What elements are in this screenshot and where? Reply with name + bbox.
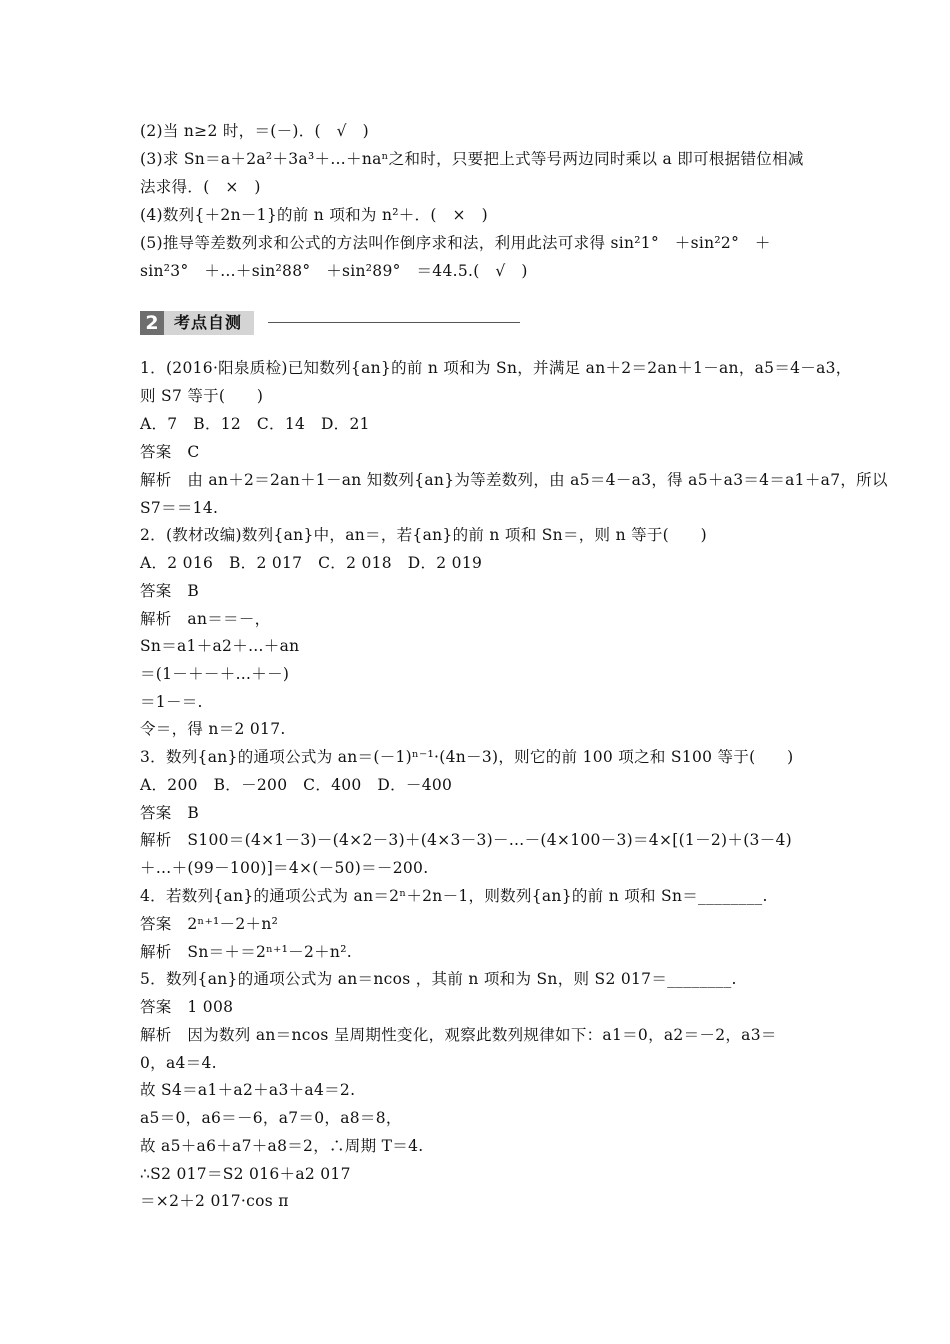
q3-stem: 3．数列{an}的通项公式为 an＝(－1)ⁿ⁻¹·(4n－3)，则它的前 100 项之和 S100 等于( ) <box>140 748 794 766</box>
q2-analysis-line-5: 令＝，得 n＝2 017. <box>140 720 286 738</box>
q3-answer: 答案 B <box>140 804 200 822</box>
q2-analysis-line-2: Sn＝a1＋a2＋…＋an <box>140 637 300 655</box>
q1-options: A．7 B．12 C．14 D．21 <box>140 415 370 433</box>
q1-analysis-line-2: S7＝＝14. <box>140 499 219 517</box>
section-divider <box>268 322 520 323</box>
section-title: 考点自测 <box>164 311 254 335</box>
top-item-5-line-1: (5)推导等差数列求和公式的方法叫作倒序求和法，利用此法可求得 sin²1° ＋sin²2° ＋ <box>140 234 771 252</box>
q5-answer: 答案 1 008 <box>140 998 234 1016</box>
q2-analysis-line-3: ＝(1－＋－＋…＋－) <box>140 665 290 683</box>
q2-answer: 答案 B <box>140 582 200 600</box>
top-item-2: (2)当 n≥2 时，＝(－)．( √ ) <box>140 122 370 140</box>
q2-stem: 2．(教材改编)数列{an}中，an＝，若{an}的前 n 项和 Sn＝，则 n 等于( ) <box>140 526 707 544</box>
q5-analysis-line-3: 故 S4＝a1＋a2＋a3＋a4＝2. <box>140 1081 356 1099</box>
q5-analysis-line-1: 解析 因为数列 an＝ncos 呈周期性变化，观察此数列规律如下：a1＝0，a2＝－2，a3＝ <box>140 1026 777 1044</box>
q1-stem-line-1: 1．(2016·阳泉质检)已知数列{an}的前 n 项和为 Sn，并满足 an＋2＝2an＋1－an，a5＝4－a3， <box>140 359 852 377</box>
q5-stem: 5．数列{an}的通项公式为 an＝ncos ，其前 n 项和为 Sn，则 S2 017＝________. <box>140 970 737 988</box>
q5-analysis-line-7: ＝×2＋2 017·cos π <box>140 1192 289 1210</box>
q2-analysis-line-4: ＝1－＝. <box>140 693 203 711</box>
q2-analysis-line-1: 解析 an＝＝－， <box>140 610 271 628</box>
q3-options: A．200 B．－200 C．400 D．－400 <box>140 776 453 794</box>
top-item-3-line-1: (3)求 Sn＝a＋2a²＋3a³＋…＋naⁿ之和时，只要把上式等号两边同时乘以 a 即可根据错位相减 <box>140 150 804 168</box>
q4-stem: 4．若数列{an}的通项公式为 an＝2ⁿ＋2n－1，则数列{an}的前 n 项和 Sn＝________. <box>140 887 768 905</box>
q5-analysis-line-5: 故 a5＋a6＋a7＋a8＝2，∴周期 T＝4. <box>140 1137 424 1155</box>
q5-analysis-line-6: ∴S2 017＝S2 016＋a2 017 <box>140 1165 351 1183</box>
q5-analysis-line-2: 0，a4＝4. <box>140 1054 217 1072</box>
q1-stem-line-2: 则 S7 等于( ) <box>140 387 264 405</box>
q3-analysis-line-2: ＋…＋(99－100)]＝4×(－50)＝－200. <box>140 859 429 877</box>
q5-analysis-line-4: a5＝0，a6＝－6，a7＝0，a8＝8， <box>140 1109 402 1127</box>
section-number: 2 <box>140 311 164 335</box>
q4-analysis: 解析 Sn＝＋＝2ⁿ⁺¹－2＋n². <box>140 943 352 961</box>
top-item-3-line-2: 法求得．( × ) <box>140 178 261 196</box>
top-item-5-line-2: sin²3° ＋…＋sin²88° ＋sin²89° ＝44.5.( √ ) <box>140 262 528 280</box>
q1-analysis-line-1: 解析 由 an＋2＝2an＋1－an 知数列{an}为等差数列，由 a5＝4－a3，得 a5＋a3＝4＝a1＋a7，所以 <box>140 471 888 489</box>
top-item-4: (4)数列{＋2n－1}的前 n 项和为 n²＋．( × ) <box>140 206 488 224</box>
q3-analysis-line-1: 解析 S100＝(4×1－3)－(4×2－3)＋(4×3－3)－…－(4×100－3)＝4×[(1－2)＋(3－4) <box>140 831 793 849</box>
q4-answer: 答案 2ⁿ⁺¹－2＋n² <box>140 915 279 933</box>
q1-answer: 答案 C <box>140 443 200 461</box>
q2-options: A．2 016 B．2 017 C．2 018 D．2 019 <box>140 554 483 572</box>
section-header <box>140 311 520 337</box>
